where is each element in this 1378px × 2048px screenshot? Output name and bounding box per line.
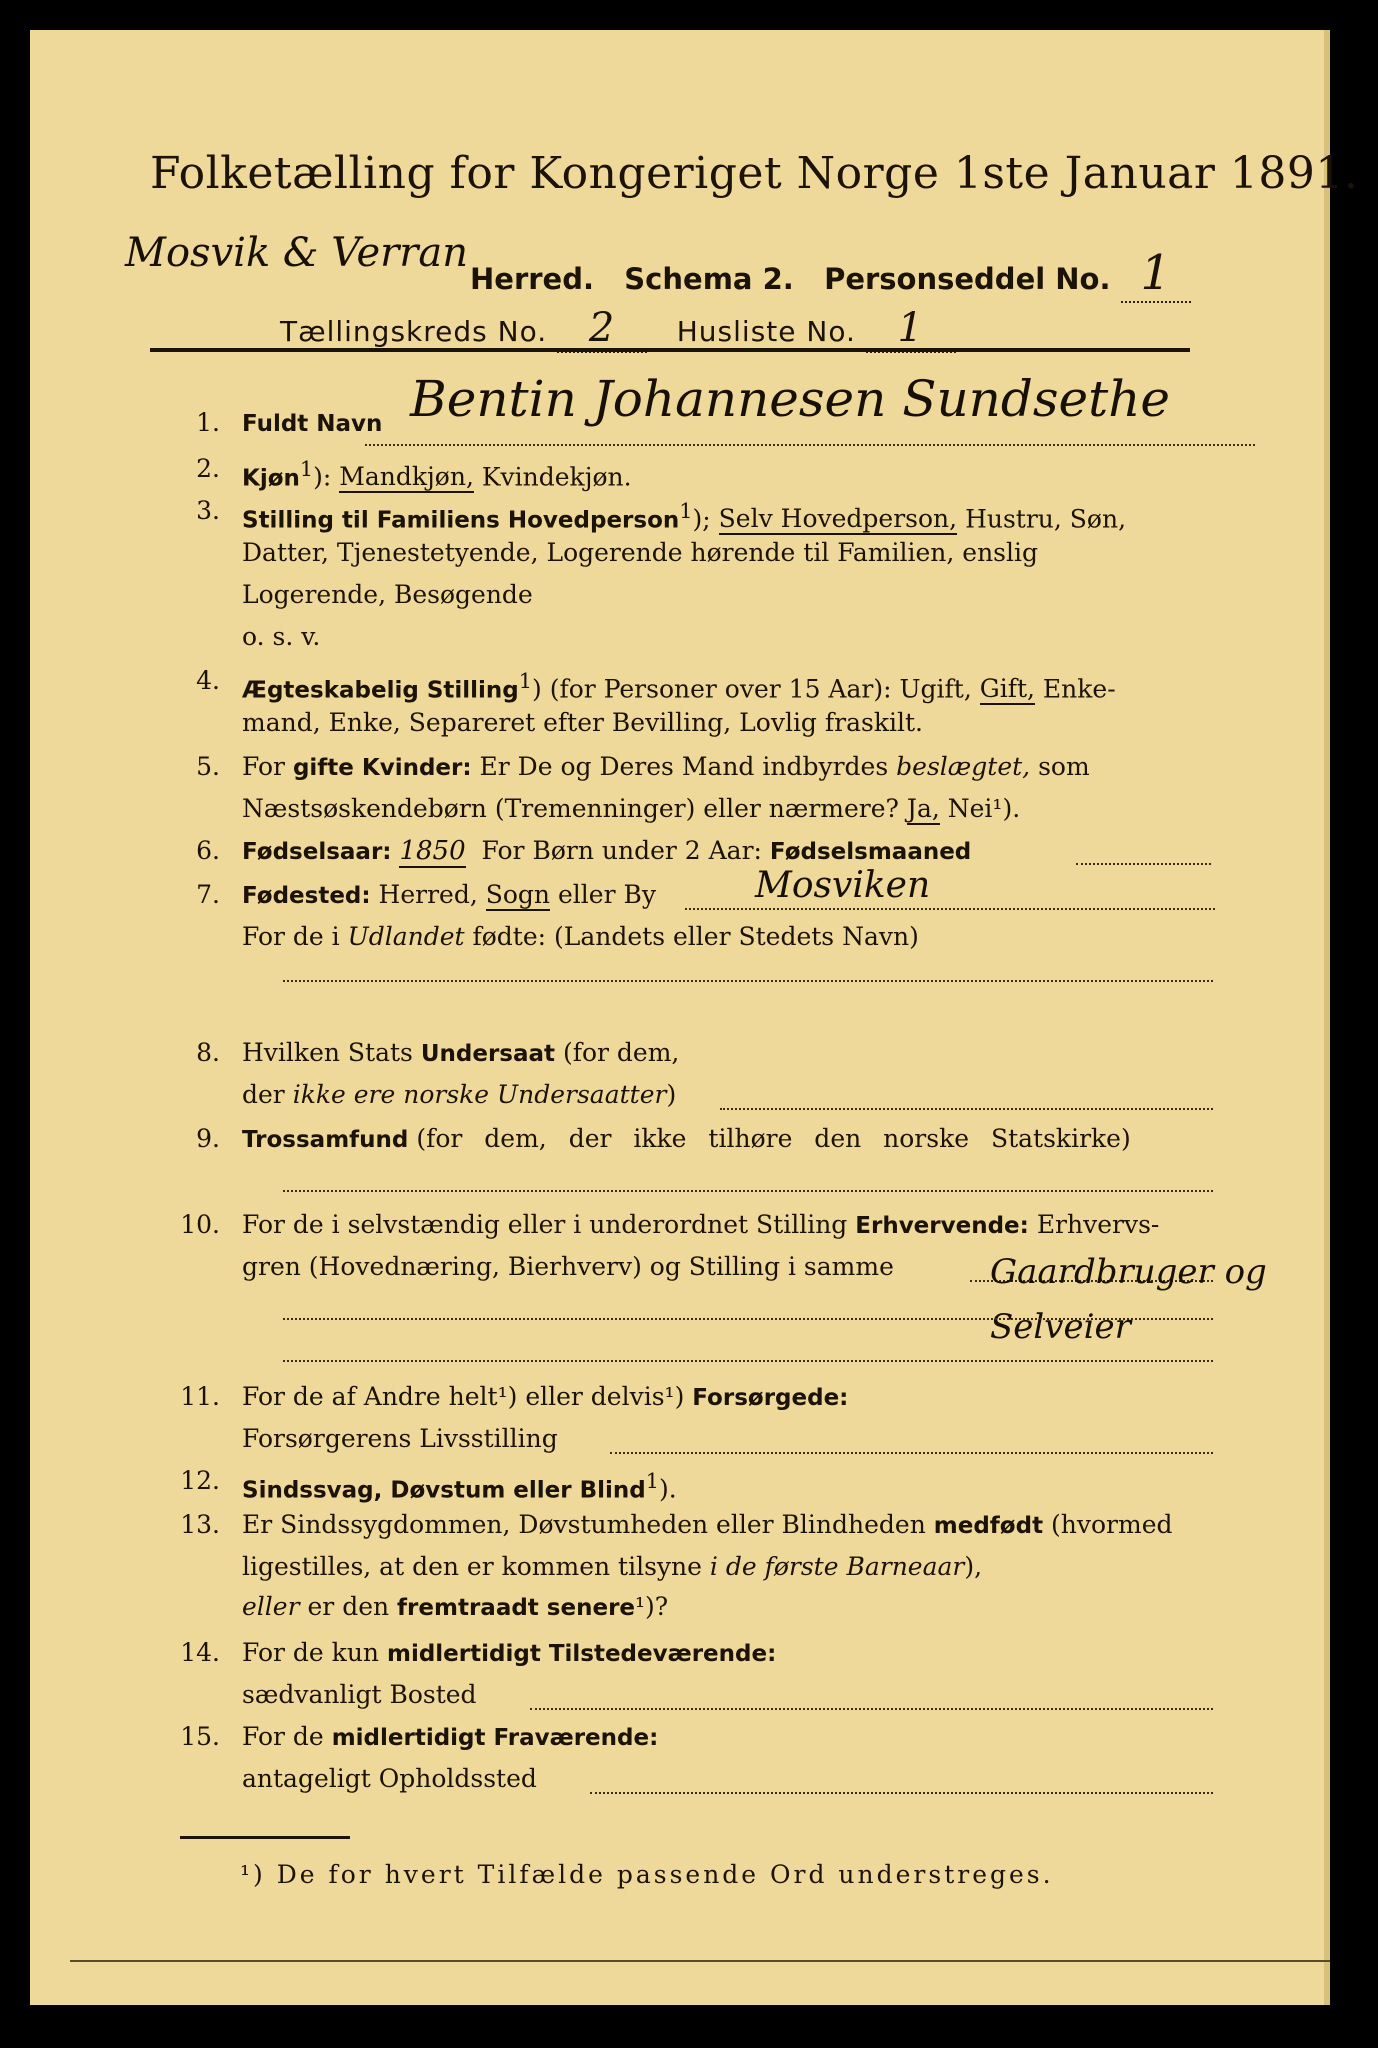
item-text: o. s. v. [242, 622, 321, 651]
item-text: For gifte Kvinder: Er De og Deres Mand indbyrdes beslægtet, som [242, 752, 1090, 781]
item-number: 8. [196, 1038, 220, 1067]
selected-option: Ja, [906, 794, 940, 823]
field-label: Forsørgede: [692, 1385, 849, 1411]
fill-line [283, 1190, 1213, 1192]
item-text: Datter, Tjenestetyende, Logerende hørende til Familien, enslig [242, 538, 1039, 567]
fill-line [283, 1318, 1213, 1320]
item-text: Kjøn$^1$): Mandkjøn, Kvindekjøn. [242, 457, 632, 492]
form-title: Folketælling for Kongeriget Norge 1ste Januar 1891. [150, 148, 1359, 199]
fill-line [365, 444, 1255, 446]
item-text: gren (Hovednæring, Bierhverv) og Stilling i samme [242, 1252, 894, 1281]
item-number: 1. [196, 408, 220, 437]
item-number: 14. [180, 1638, 220, 1667]
item-text: Fødested: Herred, Sogn eller By [242, 880, 656, 909]
item-number: 9. [196, 1124, 220, 1153]
fill-line [1076, 863, 1211, 865]
footnote: ¹) De for hvert Tilfælde passende Ord understreges. [240, 1860, 1054, 1889]
footnote-rule [180, 1836, 350, 1839]
herred-handwritten: Mosvik & Verran [125, 230, 468, 276]
schema-line [470, 245, 1191, 303]
item-number: 12. [180, 1466, 220, 1495]
field-label: Ægteskabelig Stilling [242, 677, 519, 704]
field-label: Undersaat [420, 1041, 556, 1067]
occupation-value: Gaardbruger og Selveier [990, 1252, 1267, 1347]
item-text: Ægteskabelig Stilling$^1$) (for Personer over 15 Aar): Ugift, Gift, Enke- [242, 669, 1116, 704]
census-form-page [30, 30, 1359, 2005]
field-label: Fødselsaar: [242, 839, 392, 865]
item-number: 15. [180, 1722, 220, 1751]
fill-line [685, 908, 1215, 910]
kreds-line [280, 305, 956, 353]
field-label: midlertidigt Fraværende: [331, 1725, 659, 1751]
birth-year-value: 1850 [399, 836, 466, 866]
personseddel-label: Personseddel No. [824, 262, 1111, 296]
selected-option: Mandkjøn, [339, 462, 474, 492]
item-text: Er Sindssygdommen, Døvstumheden eller Blindheden medfødt (hvormed [242, 1510, 1173, 1539]
item-number: 13. [180, 1510, 220, 1539]
kreds-label: Tællingskreds No. [280, 315, 548, 348]
field-label: Stilling til Familiens Hovedperson [242, 507, 680, 534]
item-text: Næstsøskendebørn (Tremenninger) eller nærmere? Ja, Nei¹). [242, 794, 1021, 823]
husliste-value: 1 [866, 305, 956, 353]
item-number: 6. [196, 836, 220, 865]
field-label: medfødt [933, 1513, 1044, 1539]
fill-line [590, 1792, 1213, 1794]
item-text: mand, Enke, Separeret efter Bevilling, Lovlig fraskilt. [242, 708, 923, 737]
item-text [242, 402, 382, 445]
item-text: der ikke ere norske Undersaatter) [242, 1080, 677, 1109]
item-text: eller er den fremtraadt senere¹)? [242, 1592, 669, 1621]
field-label: Kjøn [242, 465, 300, 492]
item-number: 7. [196, 880, 220, 909]
item-number: 10. [180, 1210, 220, 1239]
field-label: Fødested: [242, 883, 371, 909]
item-number: 3. [196, 496, 220, 525]
item-text: Trossamfund (for dem, der ikke tilhøre den norske Statskirke) [242, 1124, 1131, 1153]
item-text: Hvilken Stats Undersaat (for dem, [242, 1038, 680, 1067]
personseddel-value: 1 [1121, 245, 1191, 303]
fill-line [720, 1108, 1213, 1110]
item-text: Stilling til Familiens Hovedperson$^1$); Selv Hovedperson, Hustru, Søn, [242, 499, 1127, 534]
field-label: fremtraadt senere [397, 1595, 636, 1621]
item-number: 2. [196, 454, 220, 483]
field-label: Trossamfund [242, 1127, 409, 1153]
item-number: 5. [196, 752, 220, 781]
bottom-rule [70, 1960, 1330, 1962]
field-label: Sindssvag, Døvstum eller Blind [242, 1477, 646, 1504]
birthplace-value: Mosviken [755, 865, 931, 906]
fill-line [610, 1452, 1213, 1454]
husliste-label: Husliste No. [676, 315, 856, 348]
fill-line [283, 1360, 1213, 1362]
field-label: gifte Kvinder: [292, 755, 472, 781]
kreds-value: 2 [557, 305, 647, 353]
item-text: sædvanligt Bosted [242, 1680, 477, 1709]
header-rule [150, 348, 1190, 352]
item-text: For de i selvstændig eller i underordnet Stilling Erhvervende: Erhvervs- [242, 1210, 1160, 1239]
item-text: ligestilles, at den er kommen tilsyne i de første Barneaar), [242, 1552, 983, 1581]
field-label: Fuldt Navn [242, 411, 383, 437]
field-label: Erhvervende: [855, 1213, 1029, 1239]
selected-option: Sogn [485, 880, 551, 909]
field-label: Fødselsmaaned [769, 839, 972, 865]
item-text: Forsørgerens Livsstilling [242, 1424, 558, 1453]
selected-option: Selv Hovedperson, [718, 504, 958, 534]
item-text: Sindssvag, Døvstum eller Blind$^1$). [242, 1469, 677, 1504]
item-number: 11. [180, 1382, 220, 1411]
field-label: midlertidigt Tilstedeværende: [386, 1641, 777, 1667]
selected-option: Gift, [979, 674, 1035, 704]
schema-label: Schema 2. [624, 262, 794, 296]
item-text: For de midlertidigt Fraværende: [242, 1722, 659, 1751]
fill-line [283, 980, 1213, 982]
herred-label: Herred. [470, 262, 594, 296]
full-name-value: Bentin Johannesen Sundsethe [410, 370, 1171, 428]
item-number: 4. [196, 666, 220, 695]
item-text: For de kun midlertidigt Tilstedeværende: [242, 1638, 777, 1667]
item-text: antageligt Opholdssted [242, 1764, 537, 1793]
item-text: Fødselsaar: 1850 For Børn under 2 Aar: Fødselsmaaned [242, 836, 972, 866]
item-text: For de i Udlandet fødte: (Landets eller Stedets Navn) [242, 922, 919, 951]
item-text: Logerende, Besøgende [242, 580, 533, 609]
item-text: For de af Andre helt¹) eller delvis¹) Forsørgede: [242, 1382, 849, 1411]
fill-line [530, 1708, 1213, 1710]
